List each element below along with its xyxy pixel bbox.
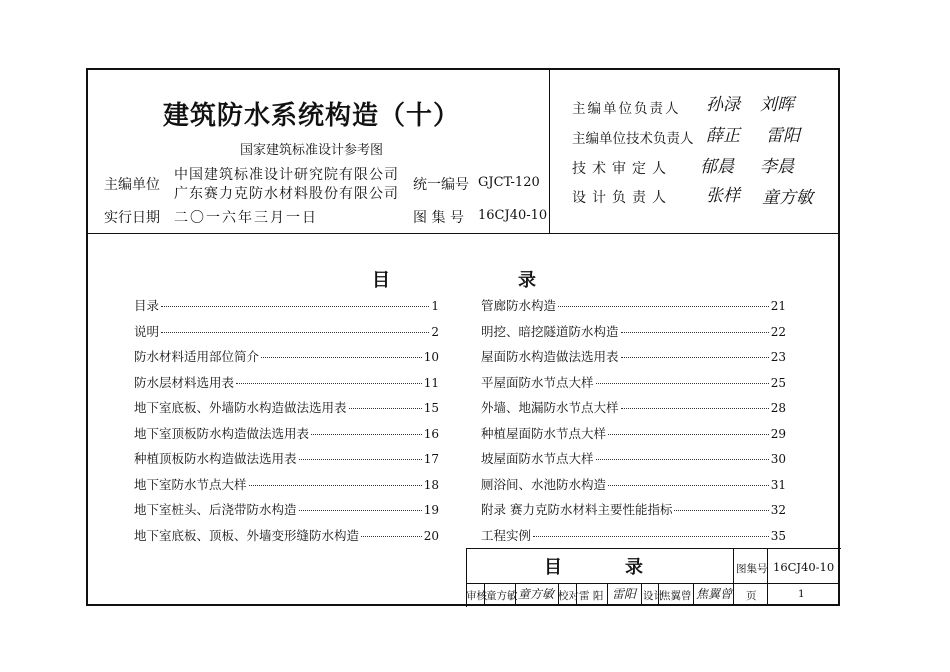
toc-entry-page: 15 [423, 401, 439, 415]
header-divider [86, 233, 840, 234]
check-label: 校对 [558, 590, 579, 602]
toc-leader-dots [299, 510, 422, 511]
toc-leader-dots [533, 536, 769, 537]
toc-leader-dots [311, 434, 422, 435]
toc-entry-page: 31 [770, 478, 786, 492]
signature-4a: 张样 [706, 186, 740, 206]
toc-entry-title: 说明 [134, 324, 160, 339]
toc-entry-title: 厕浴间、水池防水构造 [481, 477, 607, 492]
editor-org-1: 中国建筑标准设计研究院有限公司 [174, 167, 399, 183]
date-value: 二〇一六年三月一日 [174, 210, 318, 226]
toc-leader-dots [558, 306, 769, 307]
toc-entry-title: 明挖、暗挖隧道防水构造 [481, 324, 619, 339]
toc-leader-dots [361, 536, 422, 537]
toc-entry[interactable] [481, 322, 786, 340]
signature-1a: 孙渌 [706, 95, 740, 115]
toc-entry-title: 防水材料适用部位简介 [134, 349, 260, 364]
toc-leader-dots [596, 383, 769, 384]
design-signature: 焦翼曾 [696, 587, 733, 601]
toc-entry-page: 20 [423, 529, 439, 543]
toc-entry-title: 屋面防水构造做法选用表 [481, 349, 619, 364]
atlas-label: 图 集 号 [413, 210, 464, 226]
toc-entry-title: 地下室桩头、后浇带防水构造 [134, 502, 297, 517]
date-label: 实行日期 [104, 210, 160, 226]
toc-entry[interactable] [481, 500, 786, 518]
review-signature: 童方敏 [518, 587, 555, 601]
number-value: GJCT-120 [478, 175, 540, 190]
signature-3b: 李晨 [760, 157, 794, 177]
toc-entry-title: 种植顶板防水构造做法选用表 [134, 451, 297, 466]
toc-entry[interactable] [481, 526, 786, 544]
toc-entry[interactable] [481, 424, 786, 442]
title-block-divider [693, 583, 694, 606]
toc-entry-page: 10 [423, 350, 439, 364]
toc-leader-dots [161, 332, 429, 333]
responsible-label-3: 技术审定人 [572, 161, 672, 177]
toc-entry[interactable] [481, 449, 786, 467]
design-name: 焦翼曾 [660, 590, 692, 602]
title-block-heading-right: 录 [625, 557, 643, 578]
document-subtitle: 国家建筑标准设计参考图 [240, 143, 384, 158]
toc-entry[interactable] [134, 398, 439, 416]
title-block-row-divider [466, 583, 840, 584]
toc-entry-page: 17 [423, 452, 439, 466]
signature-2b: 雷阳 [766, 126, 800, 146]
toc-leader-dots [161, 306, 429, 307]
toc-entry-title: 地下室底板、外墙防水构造做法选用表 [134, 400, 347, 415]
toc-entry-page: 28 [770, 401, 786, 415]
toc-entry-title: 种植屋面防水节点大样 [481, 426, 607, 441]
toc-leader-dots [608, 434, 769, 435]
toc-entry-page: 25 [770, 376, 786, 390]
toc-leader-dots [608, 485, 769, 486]
toc-entry-title: 地下室防水节点大样 [134, 477, 247, 492]
signature-2a: 薛正 [706, 126, 740, 146]
toc-leader-dots [249, 485, 422, 486]
toc-entry[interactable] [134, 347, 439, 365]
toc-entry-page: 35 [770, 529, 786, 543]
header-column-divider [549, 68, 550, 233]
check-name: 雷 阳 [579, 590, 604, 602]
title-block-divider [641, 583, 642, 606]
toc-entry-page: 1 [431, 299, 439, 313]
toc-entry[interactable] [134, 500, 439, 518]
toc-leader-dots [236, 383, 422, 384]
editor-org-2: 广东赛力克防水材料股份有限公司 [174, 186, 399, 202]
title-block-divider [767, 548, 768, 606]
review-label: 审核 [466, 590, 487, 602]
toc-entry-page: 18 [423, 478, 439, 492]
toc-leader-dots [621, 332, 769, 333]
title-block-atlas-value: 16CJ40-10 [773, 560, 835, 574]
number-label: 统一编号 [413, 177, 469, 193]
responsible-label-2: 主编单位技术负责人 [572, 131, 694, 147]
signature-3a: 郁晨 [700, 157, 734, 177]
toc-leader-dots [299, 459, 422, 460]
toc-entry-page: 23 [770, 350, 786, 364]
design-label: 设计 [643, 590, 664, 602]
toc-heading-right: 录 [518, 270, 536, 291]
toc-entry-page: 32 [770, 503, 786, 517]
toc-entry[interactable] [134, 296, 439, 314]
toc-entry-title: 外墙、地漏防水节点大样 [481, 400, 619, 415]
signature-1b: 刘晖 [760, 95, 794, 115]
document-title: 建筑防水系统构造（十） [163, 101, 461, 131]
toc-entry-page: 16 [423, 427, 439, 441]
responsible-label-1: 主编单位负责人 [572, 101, 681, 117]
toc-leader-dots [261, 357, 422, 358]
toc-entry-page: 22 [770, 325, 786, 339]
title-block-heading-left: 目 [544, 557, 562, 578]
toc-entry[interactable] [481, 475, 786, 493]
toc-entry-page: 29 [770, 427, 786, 441]
toc-entry[interactable] [134, 449, 439, 467]
responsible-label-4: 设计负责人 [572, 190, 672, 206]
toc-entry[interactable] [481, 373, 786, 391]
title-block-divider [733, 548, 734, 606]
toc-entry[interactable] [481, 347, 786, 365]
toc-entry-title: 防水层材料选用表 [134, 375, 235, 390]
toc-leader-dots [621, 408, 769, 409]
toc-leader-dots [596, 459, 769, 460]
toc-entry[interactable] [134, 373, 439, 391]
toc-entry-title: 平屋面防水节点大样 [481, 375, 594, 390]
check-signature: 雷阳 [612, 587, 637, 601]
page-value: 1 [798, 588, 805, 600]
toc-entry-title: 地下室底板、顶板、外墙变形缝防水构造 [134, 528, 360, 543]
toc-leader-dots [349, 408, 422, 409]
toc-entry-title: 附录 赛力克防水材料主要性能指标 [481, 502, 673, 517]
toc-entry[interactable] [134, 526, 439, 544]
signature-4b: 童方敏 [762, 188, 813, 208]
atlas-value: 16CJ40-10 [478, 208, 548, 223]
title-block-atlas-label: 图集号 [736, 563, 768, 575]
toc-entry-title: 坡屋面防水节点大样 [481, 451, 594, 466]
page-label: 页 [746, 590, 757, 602]
toc-leader-dots [621, 357, 769, 358]
toc-entry[interactable] [481, 296, 786, 314]
toc-heading-left: 目 [372, 270, 390, 291]
toc-leader-dots [674, 510, 768, 511]
editor-label: 主编单位 [104, 177, 160, 193]
toc-entry-title: 工程实例 [481, 528, 532, 543]
title-block-divider [607, 583, 608, 606]
toc-entry-page: 21 [770, 299, 786, 313]
review-name: 童方敏 [486, 590, 518, 602]
toc-entry-page: 30 [770, 452, 786, 466]
toc-entry[interactable] [481, 398, 786, 416]
toc-entry[interactable] [134, 475, 439, 493]
toc-entry[interactable] [134, 322, 439, 340]
toc-entry[interactable] [134, 424, 439, 442]
toc-entry-title: 地下室顶板防水构造做法选用表 [134, 426, 310, 441]
toc-entry-page: 19 [423, 503, 439, 517]
toc-entry-page: 2 [431, 325, 439, 339]
toc-entry-page: 11 [423, 376, 439, 390]
toc-entry-title: 管廊防水构造 [481, 298, 557, 313]
toc-entry-title: 目录 [134, 298, 160, 313]
